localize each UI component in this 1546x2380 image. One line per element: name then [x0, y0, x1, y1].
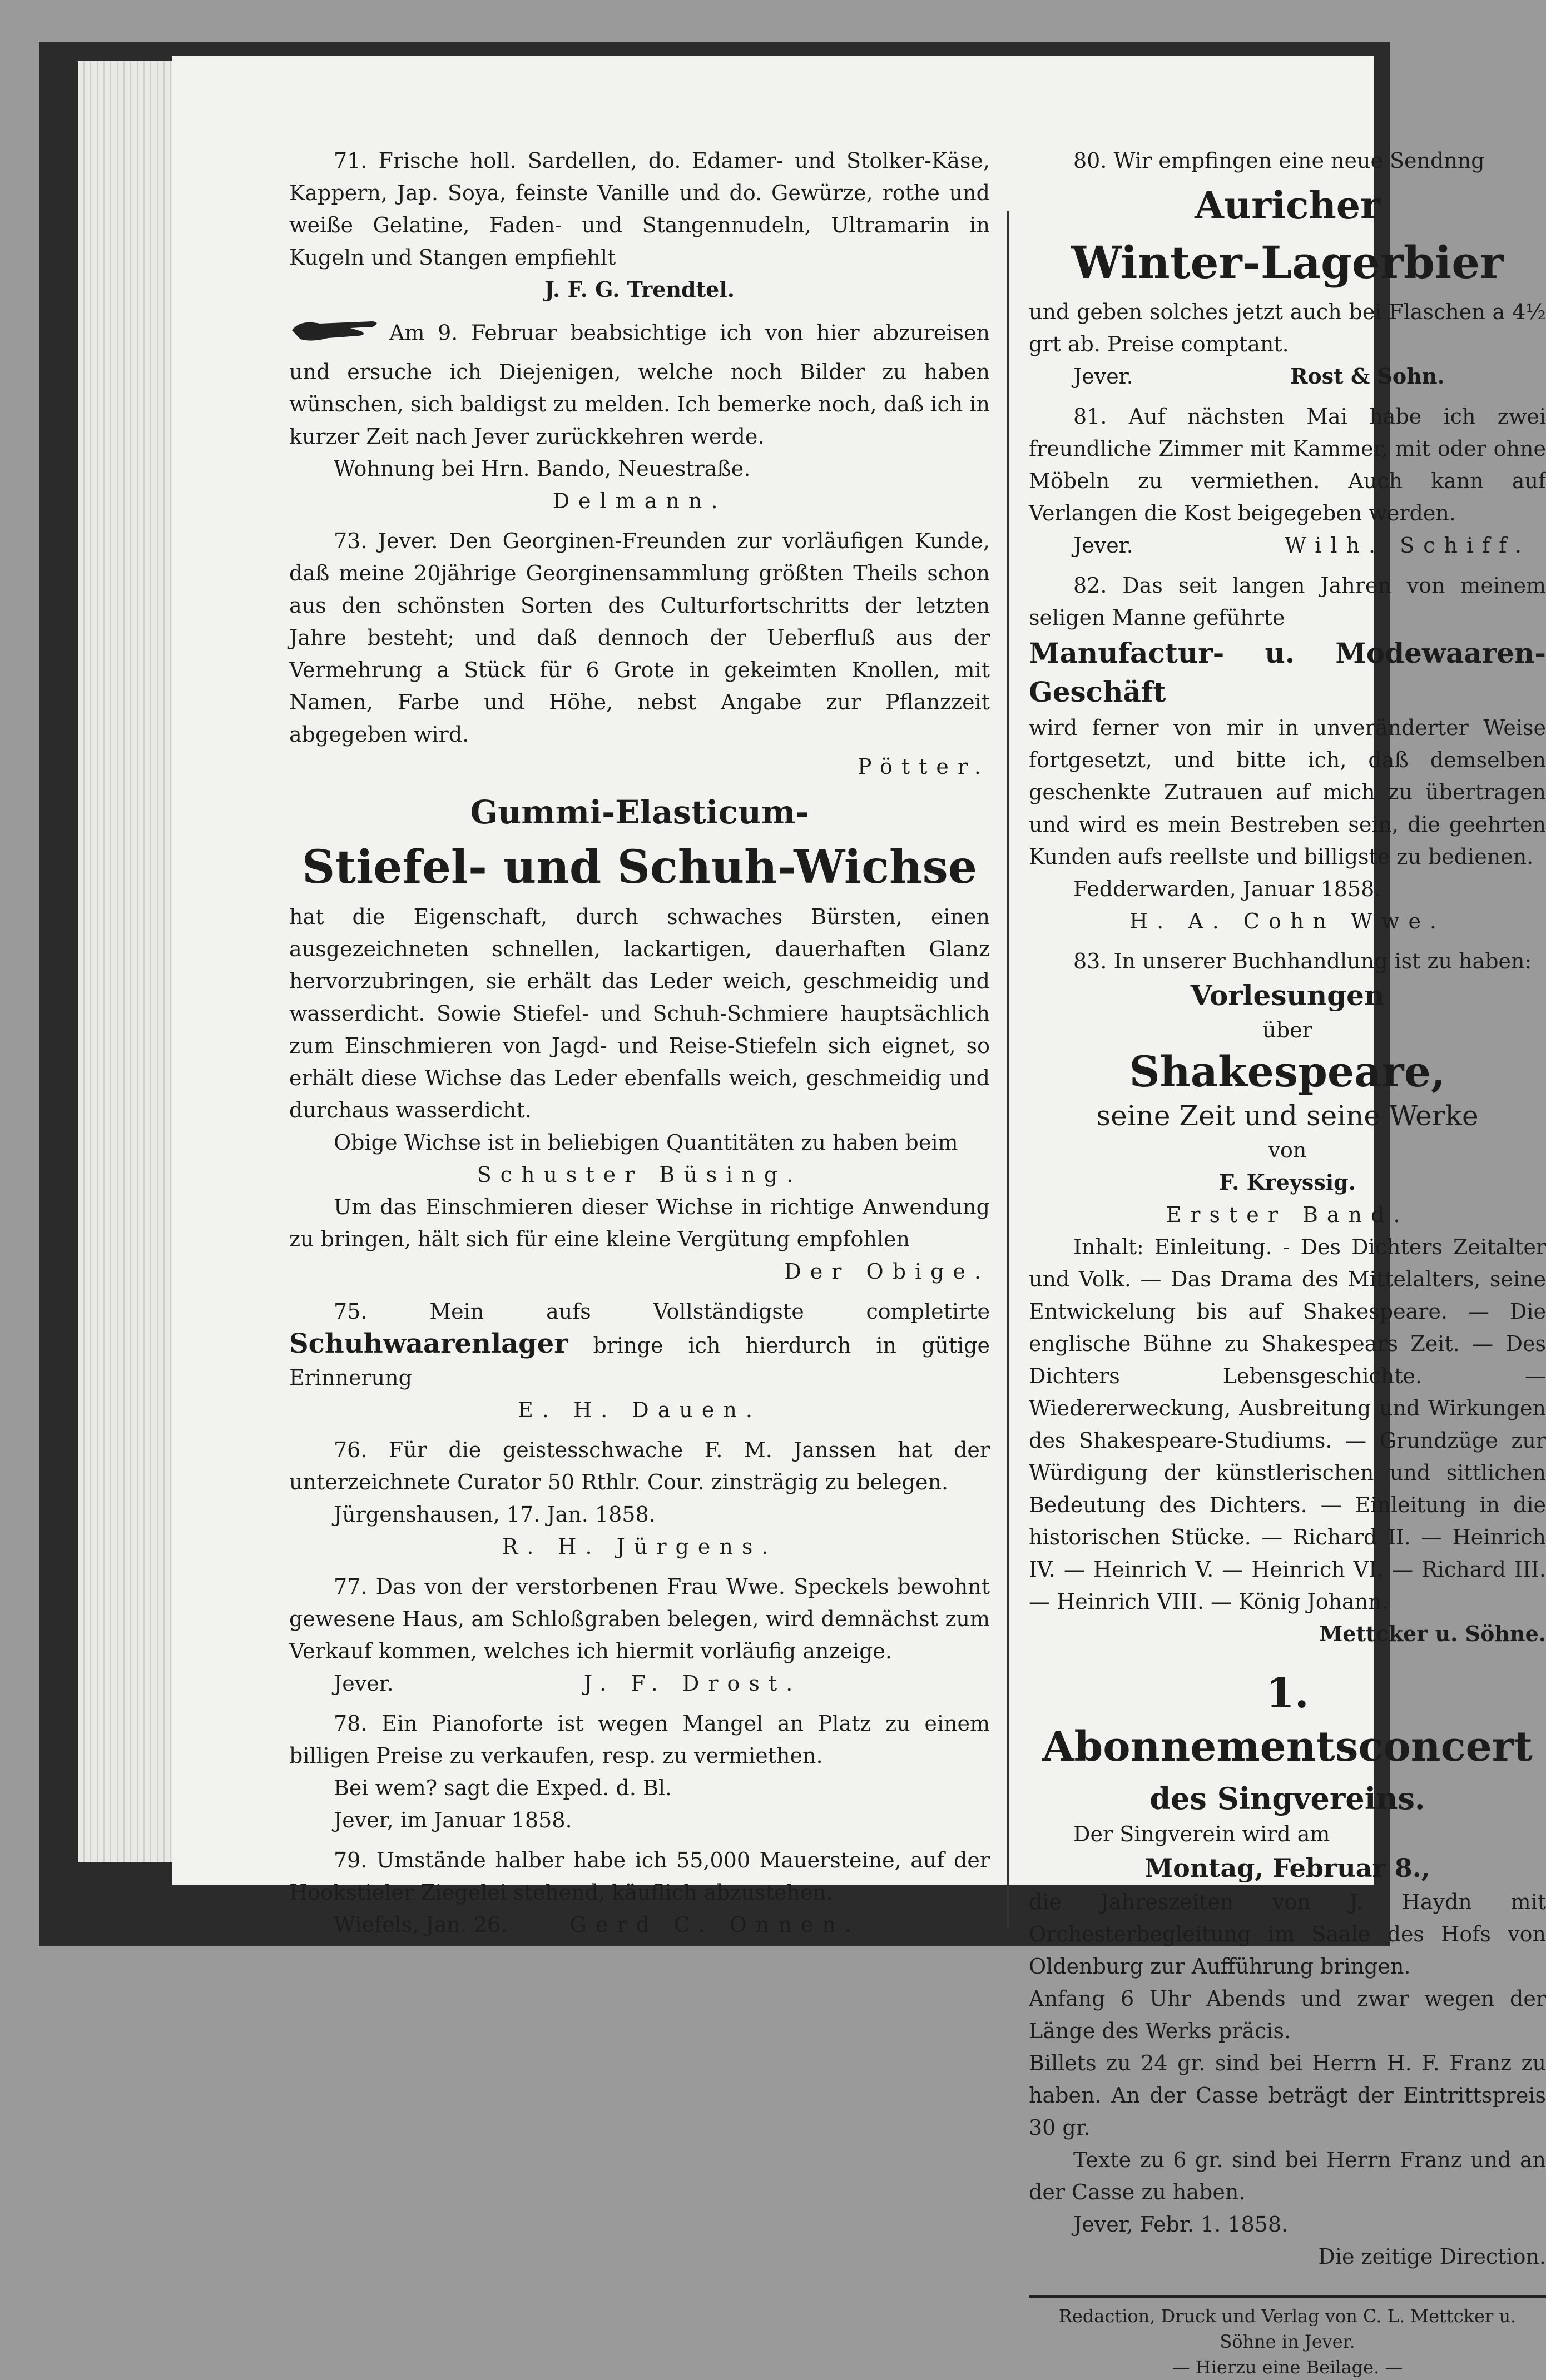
concert-start: Anfang 6 Uhr Abends und zwar wegen der Länge des Werks präcis.	[1029, 1986, 1546, 2043]
ad-77-place: Jever.	[334, 1671, 394, 1696]
ad-77-text: 77. Das von der verstorbenen Frau Wwe. Speckels bewohnt gewesene Haus, am Schloßgraben belegen, wird demnächst zum Verkauf kommen, welches ich hiermit vorläufig anzeige.	[289, 1574, 990, 1663]
imprint-line-1: Redaction, Druck und Verlag von C. L. Mettcker u. Söhne in Jever.	[1058, 2306, 1517, 2352]
ad-74-text-2: Obige Wichse ist in beliebigen Quantitäten zu haben beim	[334, 1130, 958, 1155]
ad-71	[289, 145, 990, 306]
ad-83-title-4: seine Zeit und seine Werke	[1096, 1100, 1479, 1132]
ad-72-address: Wohnung bei Hrn. Bando, Neuestraße.	[334, 456, 751, 481]
ad-72-text: Am 9. Februar beabsichtige ich von hier abzureisen und ersuche ich Diejenigen, welche noch Bilder zu haben wünschen, sich baldigst zu melden. Ich bemerke noch, daß ich in kurzer Zeit nach Jever zurückkehren werde.	[289, 320, 990, 449]
ad-74-text: hat die Eigenschaft, durch schwaches Bürsten, einen ausgezeichneten schnellen, lackartigen, dauerhaften Glanz hervorzubringen, sie erhält das Leder weich, geschmeidig und wasserdicht. Sowie Stiefel- und Schuh-Schmiere hauptsächlich zum Einschmieren von Jagd- und Reise-Stiefeln sich eignet, so erhält diese Wichse das Leder ebenfalls weich, geschmeidig und durchaus wasserdicht.	[289, 905, 990, 1122]
ad-81-signature: Wilh. Schiff.	[1284, 533, 1530, 558]
ad-74-heading-2: Stiefel- und Schuh-Wichse	[302, 841, 977, 894]
ad-76	[289, 1434, 990, 1563]
ad-76-place: Jürgenshausen, 17. Jan. 1858.	[334, 1502, 656, 1527]
ad-74-text-3: Um das Einschmieren dieser Wichse in richtige Anwendung zu bringen, hält sich für eine kleine Vergütung empfohlen	[289, 1195, 990, 1251]
ad-74-signature-2: Der Obige.	[784, 1259, 990, 1284]
left-column	[289, 145, 990, 1941]
ad-78-line-2: Bei wem? sagt die Exped. d. Bl.	[334, 1776, 672, 1800]
ad-80	[1029, 145, 1546, 392]
ad-82	[1029, 569, 1546, 937]
ad-72-signature: Delmann.	[552, 489, 727, 513]
ad-82-heading: Manufactur- u. Modewaaren-Geschäft	[1029, 637, 1546, 708]
ad-83-volume: Erster Band.	[1166, 1203, 1409, 1227]
ad-79-place: Wiefels, Jan. 26.	[334, 1912, 508, 1937]
ad-71-signature: J. F. G. Trendtel.	[544, 277, 735, 302]
ad-74-signature-1: Schuster Büsing.	[477, 1162, 802, 1187]
ad-78-text: 78. Ein Pianoforte ist wegen Mangel an Platz zu einem billigen Preise zu verkaufen, resp. zu vermiethen.	[289, 1711, 990, 1768]
ad-83-title-1: Vorlesungen	[1190, 979, 1385, 1012]
ad-75-bold: Schuhwaarenlager	[289, 1328, 568, 1359]
ad-80-heading-1: Auricher	[1195, 183, 1380, 228]
ad-81-place: Jever.	[1073, 533, 1133, 558]
ad-80-text: 80. Wir empfingen eine neue Sendnng	[1073, 148, 1485, 173]
newspaper-page	[172, 56, 1546, 2378]
imprint-line-2: — Hierzu eine Beilage. —	[1172, 2357, 1403, 2378]
concert-date: Montag, Februar 8.,	[1144, 1853, 1430, 1883]
ad-81	[1029, 400, 1546, 562]
ad-76-signature: R. H. Jürgens.	[502, 1534, 777, 1559]
concert-heading-2: des Singvereins.	[1149, 1781, 1425, 1816]
concert-place: Jever, Febr. 1. 1858.	[1073, 2212, 1289, 2237]
ad-79	[289, 1844, 990, 1941]
concert-tickets: Billets zu 24 gr. sind bei Herrn H. F. Franz zu haben. An der Casse beträgt der Eintrittspreis 30 gr.	[1029, 2051, 1546, 2140]
ad-83-author: F. Kreyssig.	[1219, 1170, 1356, 1195]
ad-83-text: 83. In unserer Buchhandlung ist zu haben:	[1073, 949, 1532, 973]
ad-81-text: 81. Auf nächsten Mai habe ich zwei freundliche Zimmer mit Kammer, mit oder ohne Möbeln zu vermiethen. Auch kann auf Verlangen die Kost beigegeben werden.	[1029, 404, 1546, 525]
ad-83-title-2: über	[1262, 1018, 1312, 1042]
right-column	[1029, 145, 1546, 2380]
ad-83-title-5: von	[1268, 1138, 1307, 1162]
ad-80-text-2: und geben solches jetzt auch bei Flaschen a 4½ grt ab. Preise comptant.	[1029, 300, 1546, 356]
ad-78-place: Jever, im Januar 1858.	[334, 1808, 572, 1832]
ad-76-text: 76. Für die geistesschwache F. M. Janssen hat der unterzeichnete Curator 50 Rthlr. Cour. zinsträgig zu belegen.	[289, 1438, 990, 1494]
ad-73	[289, 525, 990, 783]
ad-83-title-3: Shakespeare,	[1129, 1047, 1446, 1096]
ad-79-text: 79. Umstände halber habe ich 55,000 Mauersteine, auf der Hookstieler Ziegelei stehend, käuflich abzustehen.	[289, 1848, 990, 1905]
ad-83	[1029, 945, 1546, 1650]
ad-73-text: 73. Jever. Den Georginen-Freunden zur vorläufigen Kunde, daß meine 20jährige Georginensammlung größten Theils schon aus den schönsten Sorten des Culturfortschritts der letzten Jahre besteht; und daß dennoch der Ueberfluß aus der Vermehrung a Stück für 6 Grote in gekeimten Knollen, mit Namen, Farbe und Höhe, nebst Angabe zur Pflanzzeit abgegeben wird.	[289, 529, 990, 747]
ad-75	[289, 1295, 990, 1426]
ad-83-contents: Inhalt: Einleitung. - Des Dichters Zeitalter und Volk. — Das Drama des Mittelalters, seine Entwickelung bis auf Shakespeare. — Die englische Bühne zu Shakespears Zeit. — Des Dichters Lebensgeschichte. — Wiedererweckung, Ausbreitung und Wirkungen des Shakespeare-Studiums. — Grundzüge zur Würdigung der künstlerischen und sittlichen Bedeutung des Dichters. — Einleitung in die historischen Stücke. — Richard II. — Heinrich IV. — Heinrich V. — Heinrich VI. — Richard III. — Heinrich VIII. — König Johann.	[1029, 1235, 1546, 1614]
ad-80-heading-2: Winter-Lagerbier	[1071, 236, 1504, 289]
ad-78	[289, 1707, 990, 1836]
concert-ad	[1029, 1667, 1546, 2273]
ad-77	[289, 1571, 990, 1700]
ad-77-signature: J. F. Drost.	[583, 1671, 802, 1696]
ad-75-text-a: 75. Mein aufs Vollständigste completirte	[334, 1299, 990, 1324]
ad-73-signature: Pötter.	[857, 754, 990, 779]
ad-82-signature: H. A. Cohn Wwe.	[1129, 909, 1446, 933]
ad-71-text: 71. Frische holl. Sardellen, do. Edamer- und Stolker-Käse, Kappern, Jap. Soya, feinste Vanille und do. Gewürze, rothe und weiße Gelatine, Faden- und Stangennudeln, Ultramarin in Kugeln und Stangen empfiehlt	[289, 148, 990, 270]
ad-75-signature: E. H. Dauen.	[518, 1398, 761, 1422]
ad-75-text-b: bringe ich hierdurch in gütige Erinnerung	[289, 1333, 990, 1390]
concert-heading-1: 1. Abonnementsconcert	[1042, 1670, 1533, 1771]
column-divider	[1007, 211, 1009, 1929]
ad-79-signature: Gerd C. Onnen.	[569, 1912, 860, 1937]
ad-74-heading-1: Gummi-Elasticum-	[470, 793, 809, 831]
concert-text: die Jahreszeiten von J. Haydn mit Orchesterbegleitung im Saale des Hofs von Oldenburg zur Aufführung bringen.	[1029, 1890, 1546, 1979]
ad-82-place: Fedderwarden, Januar 1858.	[1073, 877, 1381, 901]
imprint-rule	[1029, 2295, 1546, 2298]
ad-74	[289, 791, 990, 1288]
ad-82-text: 82. Das seit langen Jahren von meinem seligen Manne geführte	[1029, 573, 1546, 630]
concert-line-1: Der Singverein wird am	[1073, 1822, 1330, 1846]
ad-72	[289, 314, 990, 517]
pointing-hand-icon	[289, 314, 384, 356]
ad-80-signature: Rost & Sohn.	[1290, 364, 1445, 389]
ad-82-text-2: wird ferner von mir in unveränderter Weise fortgesetzt, und bitte ich, daß demselben geschenkte Zutrauen auf mich zu übertragen und wird es mein Bestreben sein, die geehrten Kunden aufs reellste und billigste zu bedienen.	[1029, 716, 1546, 869]
concert-texts: Texte zu 6 gr. sind bei Herrn Franz und an der Casse zu haben.	[1029, 2148, 1546, 2204]
ad-83-signature: Mettcker u. Söhne.	[1319, 1621, 1546, 1646]
ad-80-place: Jever.	[1073, 364, 1133, 389]
concert-signature: Die zeitige Direction.	[1318, 2244, 1546, 2269]
